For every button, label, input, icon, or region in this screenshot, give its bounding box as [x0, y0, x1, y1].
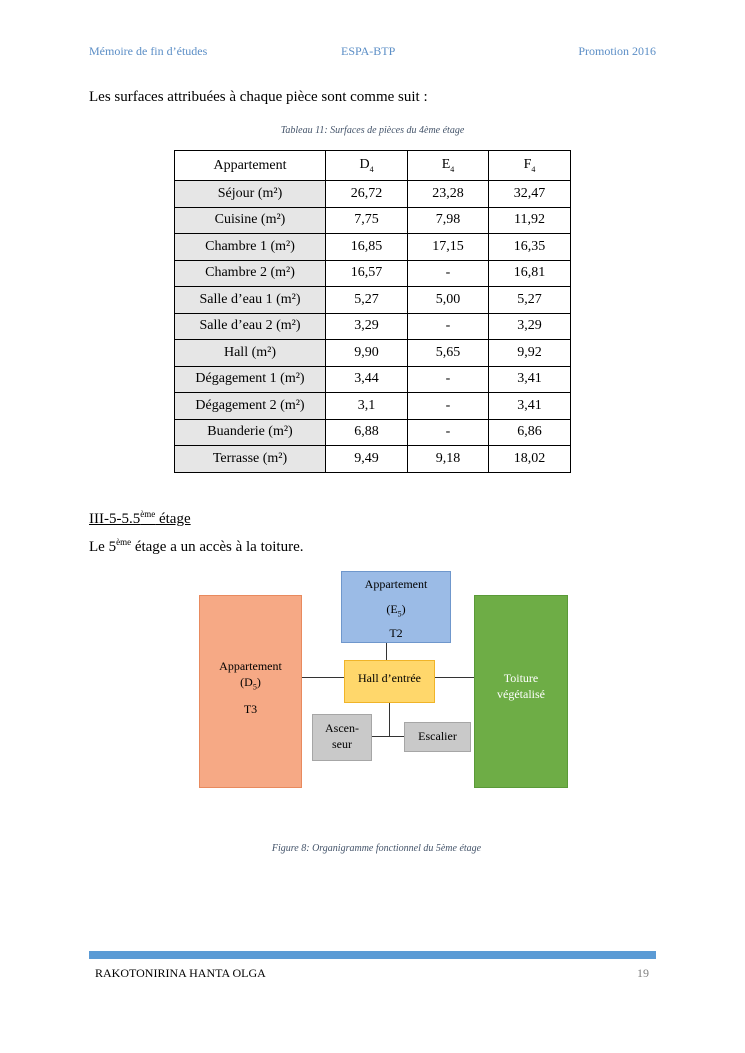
table-row [175, 419, 571, 446]
table-cell: 3,41 [489, 393, 571, 420]
table-cell: - [408, 419, 489, 446]
table-row [175, 260, 571, 287]
apartment-e5-box: Appartement $(E_5)$ T2 [341, 571, 451, 643]
table-cell: 5,27 [326, 287, 408, 314]
table-cell: 9,18 [408, 446, 489, 473]
table-row [175, 207, 571, 234]
table-cell: 26,72 [326, 181, 408, 208]
table-cell: 6,86 [489, 419, 571, 446]
connector-line [386, 643, 387, 660]
row-label: Buanderie (m²) [175, 419, 326, 446]
table-caption: Tableau 11: Surfaces de pièces du 4ème étage [280, 125, 465, 136]
table-row [175, 313, 571, 340]
table-cell: - [408, 313, 489, 340]
connector-line [372, 736, 404, 737]
header-col: $F_4$ [489, 151, 571, 181]
row-label: Salle d’eau 1 (m²) [175, 287, 326, 314]
table-cell: 5,65 [408, 340, 489, 367]
table-cell: 3,1 [326, 393, 408, 420]
table-cell: - [408, 260, 489, 287]
row-label: Salle d’eau 2 (m²) [175, 313, 326, 340]
table-cell: 16,81 [489, 260, 571, 287]
ascenseur-box: Ascen- seur [312, 714, 372, 761]
table-cell: 3,41 [489, 366, 571, 393]
toiture-box: Toiture végétalisé [474, 595, 568, 788]
surfaces-table [174, 150, 571, 473]
table-cell: 23,28 [408, 181, 489, 208]
table-row [175, 393, 571, 420]
row-label: Dégagement 2 (m²) [175, 393, 326, 420]
section-text: Le 5ème étage a un accès à la toiture. [89, 537, 304, 555]
table-cell: 17,15 [408, 234, 489, 261]
table-cell: 9,90 [326, 340, 408, 367]
table-cell: 16,35 [489, 234, 571, 261]
table-cell: 11,92 [489, 207, 571, 234]
table-cell: 3,29 [489, 313, 571, 340]
figure-caption: Figure 8: Organigramme fonctionnel du 5ème étage [271, 843, 482, 854]
table-cell: 16,85 [326, 234, 408, 261]
footer-author: RAKOTONIRINA HANTA OLGA [95, 966, 266, 980]
table-row [175, 181, 571, 208]
row-label: Dégagement 1 (m²) [175, 366, 326, 393]
connector-line [389, 703, 390, 737]
table-cell: 7,98 [408, 207, 489, 234]
row-label: Cuisine (m²) [175, 207, 326, 234]
table-cell: 6,88 [326, 419, 408, 446]
header-col: $E_4$ [408, 151, 489, 181]
table-cell: 32,47 [489, 181, 571, 208]
table-row [175, 366, 571, 393]
hall-entree-box: Hall d’entrée [344, 660, 435, 703]
row-label: Chambre 2 (m²) [175, 260, 326, 287]
escalier-box: Escalier [404, 722, 471, 752]
header-center: ESPA-BTP [341, 44, 396, 58]
header-appartement: Appartement [175, 151, 326, 181]
table-cell: 16,57 [326, 260, 408, 287]
row-label: Hall (m²) [175, 340, 326, 367]
table-cell: 18,02 [489, 446, 571, 473]
footer-bar [89, 951, 656, 959]
header-right: Promotion 2016 [578, 44, 656, 58]
page-number: 19 [637, 966, 649, 980]
table-cell: - [408, 366, 489, 393]
header-left: Mémoire de fin d’études [89, 44, 208, 58]
table-cell: 5,27 [489, 287, 571, 314]
row-label: Séjour (m²) [175, 181, 326, 208]
section-title: III-5-5.5ème étage [89, 509, 191, 527]
table-row [175, 287, 571, 314]
intro-text: Les surfaces attribuées à chaque pièce sont comme suit : [89, 89, 428, 105]
table-row [175, 446, 571, 473]
table-cell: 3,29 [326, 313, 408, 340]
apartment-d5-box: Appartement $(D_5)$ T3 [199, 595, 302, 788]
row-label: Terrasse (m²) [175, 446, 326, 473]
connector-line [435, 677, 474, 678]
table-cell: - [408, 393, 489, 420]
table-cell: 5,00 [408, 287, 489, 314]
table-cell: 9,49 [326, 446, 408, 473]
table-header-row [175, 151, 571, 181]
table-cell: 3,44 [326, 366, 408, 393]
table-row [175, 234, 571, 261]
table-cell: 7,75 [326, 207, 408, 234]
table-cell: 9,92 [489, 340, 571, 367]
connector-line [302, 677, 344, 678]
header-col: $D_4$ [326, 151, 408, 181]
table-row [175, 340, 571, 367]
row-label: Chambre 1 (m²) [175, 234, 326, 261]
